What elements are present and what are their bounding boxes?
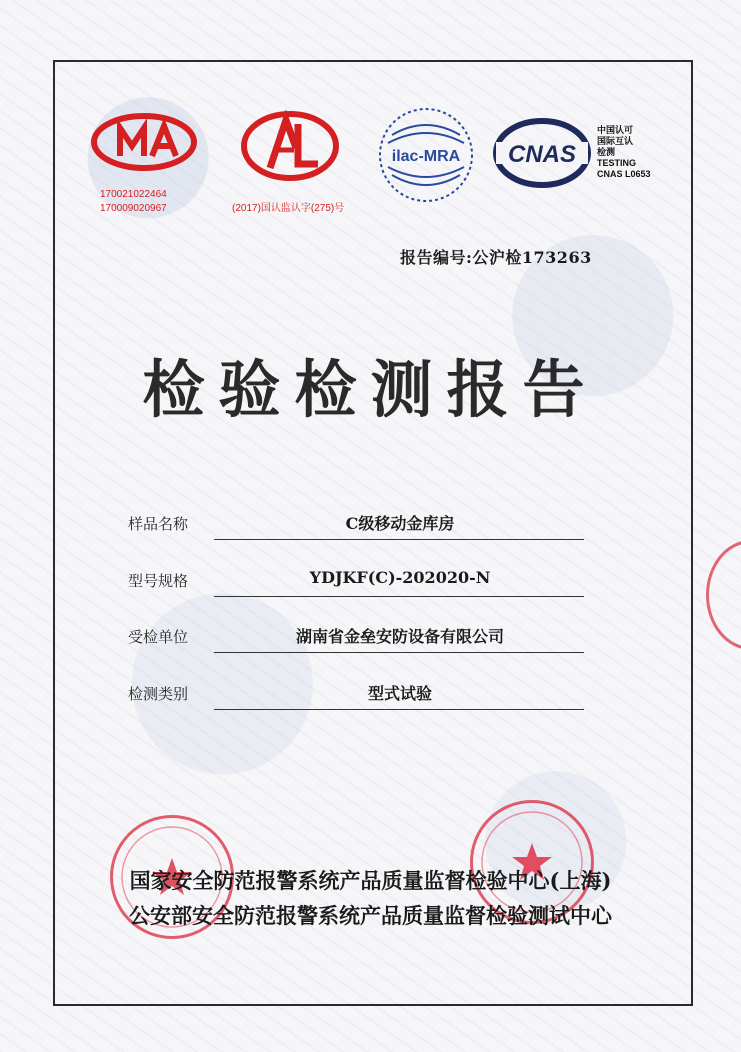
field-underline <box>214 709 584 710</box>
cal-logo-icon <box>240 108 340 184</box>
field-model-spec <box>128 570 588 600</box>
report-number: 报告编号:公沪检173263 <box>400 248 592 267</box>
document-title: 检验检测报告 <box>142 353 599 426</box>
cnas-caption <box>597 125 651 180</box>
field-label: 检测类别 <box>128 685 189 703</box>
field-value: C级移动金库房 <box>345 514 455 533</box>
field-sample-name <box>128 513 588 543</box>
cma-code: 170009020967 <box>100 203 167 214</box>
cnas-line: 检测 <box>597 147 616 157</box>
field-value: YDJKF(C)-202020-N <box>309 568 491 587</box>
cal-code: (2017)国认监认字(275)号 <box>232 203 345 214</box>
field-value: 湖南省金垒安防设备有限公司 <box>295 627 504 646</box>
cnas-line: 国际互认 <box>597 136 634 146</box>
cnas-logo-icon <box>492 118 592 188</box>
field-underline <box>214 539 584 540</box>
cma-codes <box>100 188 167 216</box>
field-label: 受检单位 <box>128 628 189 646</box>
field-underline <box>214 652 584 653</box>
cma-logo-icon <box>90 112 198 172</box>
field-inspected-unit <box>128 626 588 656</box>
svg-text:CNAS: CNAS <box>507 141 577 168</box>
field-test-category <box>128 683 588 713</box>
issuing-organization-2: 公安部安全防范报警系统产品质量监督检验测试中心 <box>129 903 612 928</box>
cnas-line: CNAS L0653 <box>597 169 651 179</box>
ilac-mra-logo-icon <box>374 105 478 205</box>
field-label: 型号规格 <box>128 572 189 590</box>
field-label: 样品名称 <box>128 515 189 533</box>
field-value: 型式试验 <box>367 684 432 703</box>
issuing-organization-1: 国家安全防范报警系统产品质量监督检验中心(上海) <box>129 868 612 893</box>
cnas-line: TESTING <box>597 158 637 168</box>
cnas-line: 中国认可 <box>597 125 634 135</box>
cma-code: 170021022464 <box>100 189 167 200</box>
svg-text:ilac-MRA: ilac-MRA <box>391 148 461 165</box>
field-underline <box>214 596 584 597</box>
